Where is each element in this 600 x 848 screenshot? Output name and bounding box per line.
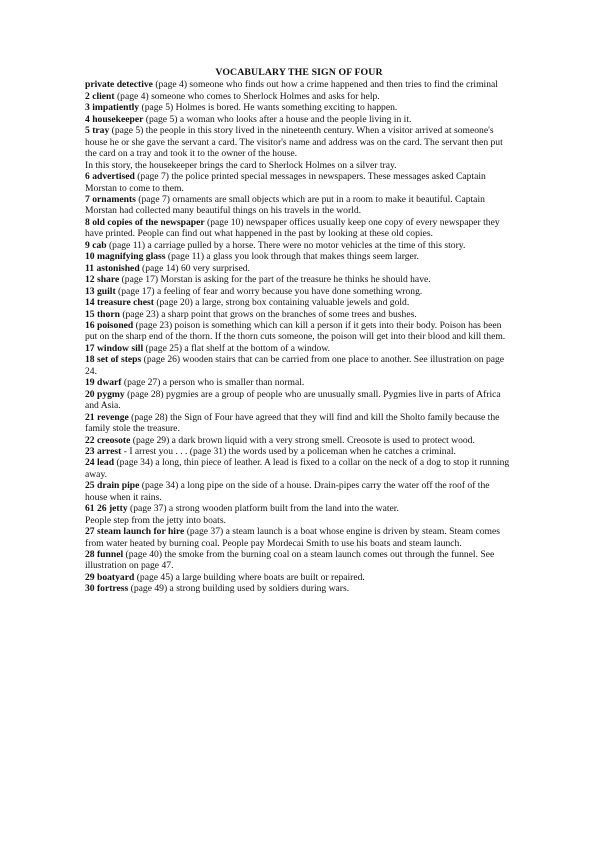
entry-term: 24 lead	[85, 457, 115, 469]
entry-definition: (page 23) poison is something which can kill a person if it gets into their body. Poison has been put on the sharp end of the thorn. If the thorn cuts someone, the poison will get into their blood and kill them.	[85, 319, 506, 343]
vocabulary-entry	[85, 503, 513, 514]
entry-definition: (page 34) a long, thin piece of leather. A lead is fixed to a collar on the neck of a dog to stop it running away.	[85, 457, 510, 480]
vocabulary-list	[85, 79, 513, 594]
entry-term: 3 impatiently	[85, 102, 140, 114]
entry-term: 29 boatyard	[85, 571, 135, 583]
vocabulary-entry	[85, 412, 513, 435]
entry-definition: (page 17) a feeling of fear and worry because you have done something wrong.	[115, 285, 423, 297]
vocabulary-entry	[85, 446, 513, 457]
entry-definition: (page 45) a large building where boats are built or repaired.	[134, 571, 365, 583]
vocabulary-entry	[85, 572, 513, 583]
entry-definition: (page 23) a sharp point that grows on the branches of some trees and bushes.	[119, 308, 417, 320]
entry-term: 10 magnifying glass	[85, 251, 166, 263]
entry-term: 21 revenge	[85, 411, 129, 423]
entry-definition: (page 5) Holmes is bored. He wants something exciting to happen.	[139, 102, 398, 114]
entry-definition: (page 37) a steam launch is a boat whose engine is driven by steam. Steam comes from water heated by burning coal. People pay Mordecai Smith to use his boats and steam launch.	[85, 526, 501, 549]
vocabulary-entry	[85, 217, 513, 240]
entry-term: 18 set of steps	[85, 354, 142, 366]
entry-definition: (page 10) newspaper offices usually keep one copy of every newspaper they have printed. People can find out what happened in the past by looking at these old copies.	[85, 216, 500, 240]
entry-term: 23 arrest	[85, 445, 122, 457]
vocabulary-entry	[85, 526, 513, 549]
entry-term: 25 drain pipe	[85, 480, 140, 492]
entry-term: 15 thorn	[85, 308, 120, 320]
entry-definition: (page 27) a person who is smaller than normal.	[121, 377, 305, 389]
entry-term: 27 steam launch for hire	[85, 526, 185, 538]
entry-definition: (page 4) someone who finds out how a crime happened and then tries to find the criminal	[152, 79, 498, 91]
vocabulary-entry	[85, 435, 513, 446]
vocabulary-entry	[85, 114, 513, 125]
entry-note: In this story, the housekeeper brings the card to Sherlock Holmes on a silver tray.	[85, 159, 397, 171]
vocabulary-entry	[85, 91, 513, 102]
entry-definition: (page 25) a flat shelf at the bottom of a window.	[143, 342, 331, 354]
entry-definition: (page 34) a long pipe on the side of a house. Drain-pipes carry the water off the roof of the house when it rains.	[85, 480, 490, 503]
vocabulary-entry	[85, 286, 513, 297]
entry-definition: (page 7) the police printed special messages in newspapers. These messages asked Captain Morstan to come to them.	[85, 171, 486, 194]
entry-definition: (page 20) a large, strong box containing valuable jewels and gold.	[153, 297, 410, 309]
vocabulary-entry	[85, 251, 513, 262]
vocabulary-entry	[85, 583, 513, 594]
entry-definition: (page 5) a woman who looks after a house and the people living in it.	[143, 113, 412, 125]
entry-term: 22 creosote	[85, 434, 131, 446]
entry-definition: (page 28) the Sign of Four have agreed that they will find and kill the Sholto family because the family stole the treasure.	[85, 411, 500, 435]
entry-definition: (page 17) Morstan is asking for the part of the treasure he thinks he should have.	[119, 274, 431, 286]
entry-definition: (page 11) a glass you look through that makes things seem larger.	[165, 251, 419, 263]
vocabulary-entry	[85, 320, 513, 343]
entry-term: 7 ornaments	[85, 193, 136, 205]
entry-definition: (page 4) someone who comes to Sherlock Holmes and asks for help.	[114, 90, 380, 102]
vocabulary-entry	[85, 79, 513, 90]
entry-definition: (page 14) 60 very surprised.	[139, 262, 250, 274]
entry-term: 6 advertised	[85, 171, 135, 183]
vocabulary-entry	[85, 263, 513, 274]
entry-term: 5 tray	[85, 125, 110, 137]
vocabulary-entry	[85, 297, 513, 308]
vocabulary-entry	[85, 377, 513, 388]
entry-definition: (page 29) a dark brown liquid with a very strong smell. Creosote is used to protect wood.	[130, 434, 475, 446]
vocabulary-entry	[85, 102, 513, 113]
vocabulary-entry	[85, 343, 513, 354]
entry-term: 8 old copies of the newspaper	[85, 216, 205, 228]
entry-definition: (page 11) a carriage pulled by a horse. There were no motor vehicles at the time of this story.	[106, 239, 466, 251]
entry-definition: (page 7) ornaments are small objects which are put in a room to make it beautiful. Captain Morstan had collected many beautiful things on his travels in the world.	[85, 193, 485, 217]
entry-term: 14 treasure chest	[85, 297, 154, 309]
vocabulary-entry	[85, 354, 513, 377]
page-title: VOCABULARY THE SIGN OF FOUR	[215, 67, 383, 78]
entry-term: 4 housekeeper	[85, 113, 144, 125]
vocabulary-document	[85, 67, 513, 595]
vocabulary-entry	[85, 125, 513, 159]
entry-term: 20 pygmy	[85, 388, 125, 400]
entry-term: 12 share	[85, 274, 120, 286]
entry-term: 17 window sill	[85, 342, 144, 354]
entry-definition: - I arrest you . . . (page 31) the words used by a policeman when he catches a criminal.	[121, 445, 456, 457]
entry-term: 2 client	[85, 90, 115, 102]
entry-term: 19 dwarf	[85, 377, 122, 389]
entry-note: People step from the jetty into boats.	[85, 514, 226, 526]
vocabulary-entry	[85, 309, 513, 320]
vocabulary-entry	[85, 194, 513, 217]
entry-term: 16 poisoned	[85, 319, 134, 331]
entry-term: 13 guilt	[85, 285, 116, 297]
entry-definition: (page 37) a strong wooden platform built from the land into the water.	[127, 503, 399, 515]
entry-term: 11 astonished	[85, 262, 140, 274]
vocabulary-entry	[85, 240, 513, 251]
vocabulary-entry	[85, 457, 513, 480]
entry-definition: (page 28) pygmies are a group of people who are unusually small. Pygmies live in parts of Africa and Asia.	[85, 388, 501, 412]
vocabulary-entry	[85, 171, 513, 194]
entry-definition: (page 40) the smoke from the burning coal on a steam launch comes out through the funnel. See illustration on page 47.	[85, 549, 495, 572]
entry-term: private detective	[85, 79, 153, 91]
entry-definition: (page 5) the people in this story lived in the nineteenth century. When a visitor arrived at someone's house he or she gave the servant a card. The visitor's name and address was on the card. The servant then put the card on a tray and took it to the owner of the house.	[85, 125, 503, 160]
entry-definition: (page 49) a strong building used by soldiers during wars.	[128, 583, 350, 595]
entry-definition: (page 26) wooden stairs that can be carried from one place to another. See illustration on page 24.	[85, 354, 505, 377]
vocabulary-entry	[85, 480, 513, 503]
entry-term: 61 26 jetty	[85, 503, 128, 515]
entry-term: 30 fortress	[85, 583, 129, 595]
vocabulary-entry	[85, 274, 513, 285]
vocabulary-entry	[85, 389, 513, 412]
vocabulary-entry	[85, 549, 513, 572]
entry-term: 9 cab	[85, 239, 107, 251]
entry-term: 28 funnel	[85, 549, 124, 561]
